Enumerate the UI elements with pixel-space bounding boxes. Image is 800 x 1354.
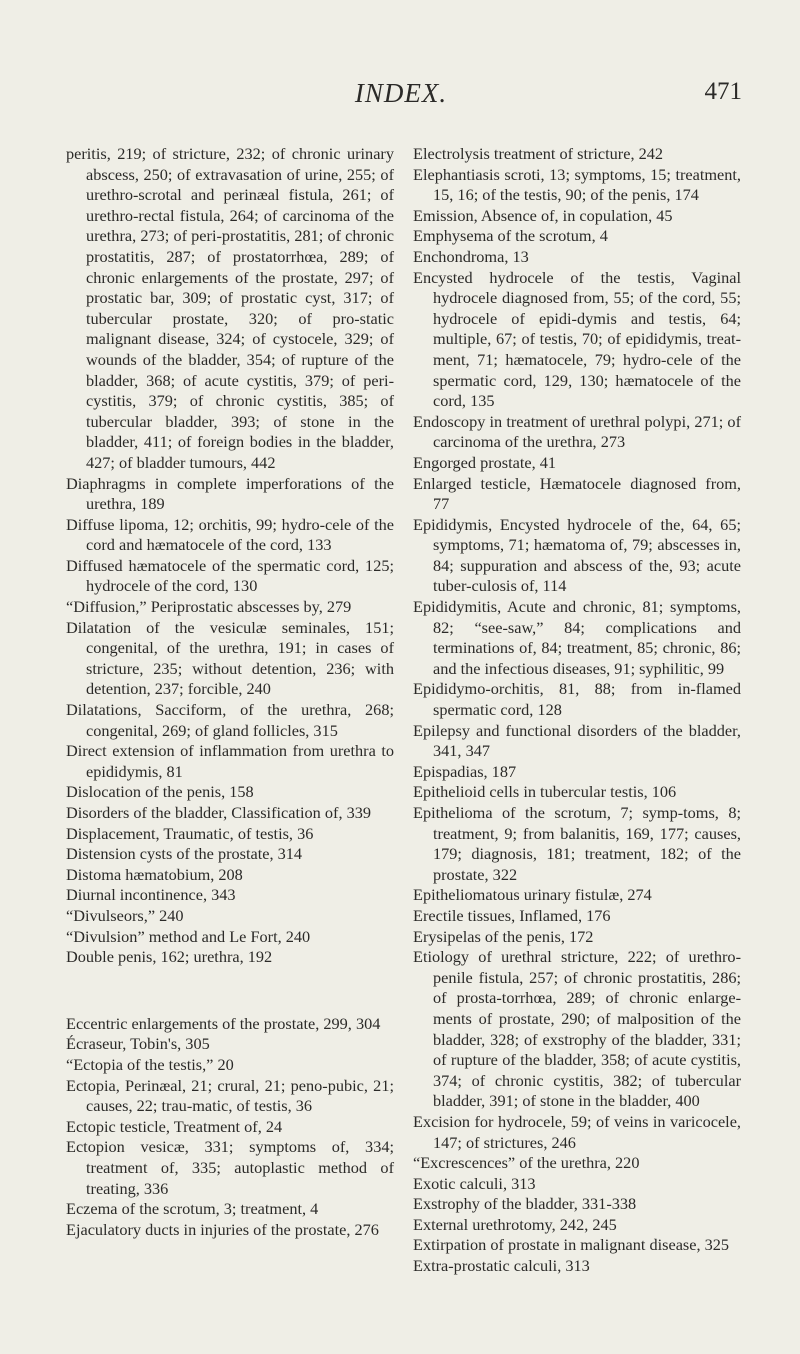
index-entry: Erysipelas of the penis, 172: [413, 926, 594, 946]
index-entry: “Excrescences” of the urethra, 220: [413, 1153, 640, 1173]
index-entry: Etiology of urethral stricture, 222; of urethro-penile fistula, 257; of chronic prostatitis, 286; of prosta-torrhœa, 289; of chronic enlarge-ments of prostate, 290; of malposition of the bladder, 328; of exstrophy of the bladder, 331; of rupture of the bladder, 358; of acute cystitis, 374; of chronic cystitis, 382; of tubercular bladder, 391; of stone in the bladder, 400: [413, 947, 741, 1111]
index-entry: Distension cysts of the prostate, 314: [66, 844, 303, 864]
index-entry: Extirpation of prostate in malignant disease, 325: [413, 1235, 730, 1255]
index-entry: Eczema of the scrotum, 3; treatment, 4: [66, 1199, 319, 1219]
index-entry: Epilepsy and functional disorders of the bladder, 341, 347: [413, 720, 741, 761]
index-entry: Electrolysis treatment of stricture, 242: [413, 144, 664, 163]
index-entry: Erectile tissues, Inflamed, 176: [413, 905, 611, 925]
index-entry: Epididymo-orchitis, 81, 88; from in-flamed spermatic cord, 128: [413, 679, 741, 720]
index-entry: Dislocation of the penis, 158: [66, 782, 254, 802]
index-entry: Epithelioid cells in tubercular testis, 106: [413, 782, 677, 802]
index-entry: Engorged prostate, 41: [413, 452, 557, 472]
index-entry: Extra-prostatic calculi, 313: [413, 1256, 590, 1276]
index-entry: Epididymis, Encysted hydrocele of the, 64, 65; symptoms, 71; hæmatoma of, 79; abscesses in, 84; suppuration and abscess of the, 93; acute tuber-culosis of, 114: [413, 514, 741, 596]
index-entry: Encysted hydrocele of the testis, Vaginal hydrocele diagnosed from, 55; of the cord, 55; hydrocele of epidi-dymis and testis, 64; multiple, 67; of testis, 70; of epididymis, treat-ment, 71; hæmatocele, 79; hydro-cele of the spermatic cord, 129, 130; hæmatocele of the cord, 135: [413, 267, 741, 411]
index-entry: Double penis, 162; urethra, 192: [66, 947, 273, 967]
index-entry: peritis, 219; of stricture, 232; of chronic urinary abscess, 250; of extravasation of urine, 255; of urethro-scrotal and perinæal fistula, 261; of urethro-rectal fistula, 264; of carcinoma of the urethra, 273; of peri-prostatitis, 281; of chronic prostatitis, 287; of prostatorrhœa, 289; of chronic enlargements of the prostate, 297; of prostatic bar, 309; of prostatic cyst, 317; of tubercular prostate, 320; of pro-static malignant disease, 324; of cystocele, 329; of wounds of the bladder, 354; of rupture of the bladder, 368; of acute cystitis, 379; of peri-cystitis, 379; of chronic cystitis, 385; of tubercular bladder, 393; of stone in the bladder, 411; of foreign bodies in the bladder, 427; of bladder tumours, 442: [66, 144, 394, 472]
index-entry: Diurnal incontinence, 343: [66, 885, 236, 905]
index-entry: Diaphragms in complete imperforations of the urethra, 189: [66, 473, 394, 514]
index-entry: “Ectopia of the testis,” 20: [66, 1054, 234, 1074]
index-entry: “Diffusion,” Periprostatic abscesses by, 279: [66, 597, 352, 617]
section-gap: [66, 968, 394, 1014]
index-entry: Emission, Absence of, in copulation, 45: [413, 205, 673, 225]
index-entry: Dilatation of the vesiculæ seminales, 151; congenital, of the urethra, 191; in cases of stricture, 235; without detention, 236; with detention, 237; forcible, 240: [66, 617, 394, 699]
index-entry: Écraseur, Tobin's, 305: [66, 1034, 210, 1054]
index-entry: Endoscopy in treatment of urethral polypi, 271; of carcinoma of the urethra, 273: [413, 411, 741, 452]
index-entry: Epithelioma of the scrotum, 7; symp-toms, 8; treatment, 9; from balanitis, 169, 177; causes, 179; diagnosis, 181; treatment, 182; of the prostate, 322: [413, 803, 741, 884]
index-entry: External urethrotomy, 242, 245: [413, 1214, 617, 1234]
index-entry: Epitheliomatous urinary fistulæ, 274: [413, 885, 652, 905]
index-entry: Dilatations, Sacciform, of the urethra, 268; congenital, 269; of gland follicles, 315: [66, 700, 394, 740]
index-entry: Direct extension of inflammation from urethra to epididymis, 81: [66, 741, 394, 781]
index-entry: Ectopic testicle, Treatment of, 24: [66, 1116, 283, 1136]
index-entry: Exstrophy of the bladder, 331-338: [413, 1194, 637, 1214]
index-entry: Epispadias, 187: [413, 761, 517, 781]
index-entry: Diffuse lipoma, 12; orchitis, 99; hydro-cele of the cord and hæmatocele of the cord, 133: [66, 514, 394, 555]
index-entry: Emphysema of the scrotum, 4: [413, 226, 608, 246]
index-entry: Elephantiasis scroti, 13; symptoms, 15; treatment, 15, 16; of the testis, 90; of the penis, 174: [413, 164, 741, 205]
page-title: INDEX.: [354, 78, 448, 108]
index-entry: Exotic calculi, 313: [413, 1173, 536, 1193]
left-column: [66, 144, 394, 1240]
index-entry: Enchondroma, 13: [413, 246, 529, 266]
index-entry: Displacement, Traumatic, of testis, 36: [66, 823, 314, 843]
index-entry: “Divulseors,” 240: [66, 905, 184, 925]
index-entry: “Divulsion” method and Le Fort, 240: [66, 926, 311, 946]
index-entry: Epididymitis, Acute and chronic, 81; symptoms, 82; “see-saw,” 84; complications and terminations of, 84; treatment, 85; chronic, 86; and the infectious diseases, 91; syphilitic, 99: [413, 597, 741, 678]
index-entry: Enlarged testicle, Hæmatocele diagnosed from, 77: [413, 473, 741, 514]
index-entry: Diffused hæmatocele of the spermatic cord, 125; hydrocele of the cord, 130: [66, 555, 394, 596]
index-entry: Ejaculatory ducts in injuries of the prostate, 276: [66, 1219, 379, 1239]
index-entry: Eccentric enlargements of the prostate, 299, 304: [66, 1013, 381, 1033]
right-column: [413, 144, 741, 1277]
index-entry: Ectopion vesicæ, 331; symptoms of, 334; treatment of, 335; autoplastic method of treating, 336: [66, 1137, 394, 1198]
page-number: 471: [704, 78, 742, 105]
index-entry: Disorders of the bladder, Classification of, 339: [66, 803, 372, 822]
running-head: [60, 78, 742, 112]
index-entry: Distoma hæmatobium, 208: [66, 864, 243, 884]
index-entry: Ectopia, Perinæal, 21; crural, 21; peno-pubic, 21; causes, 22; trau-matic, of testis, 36: [66, 1075, 394, 1116]
index-entry: Excision for hydrocele, 59; of veins in varicocele, 147; of strictures, 246: [413, 1111, 741, 1152]
